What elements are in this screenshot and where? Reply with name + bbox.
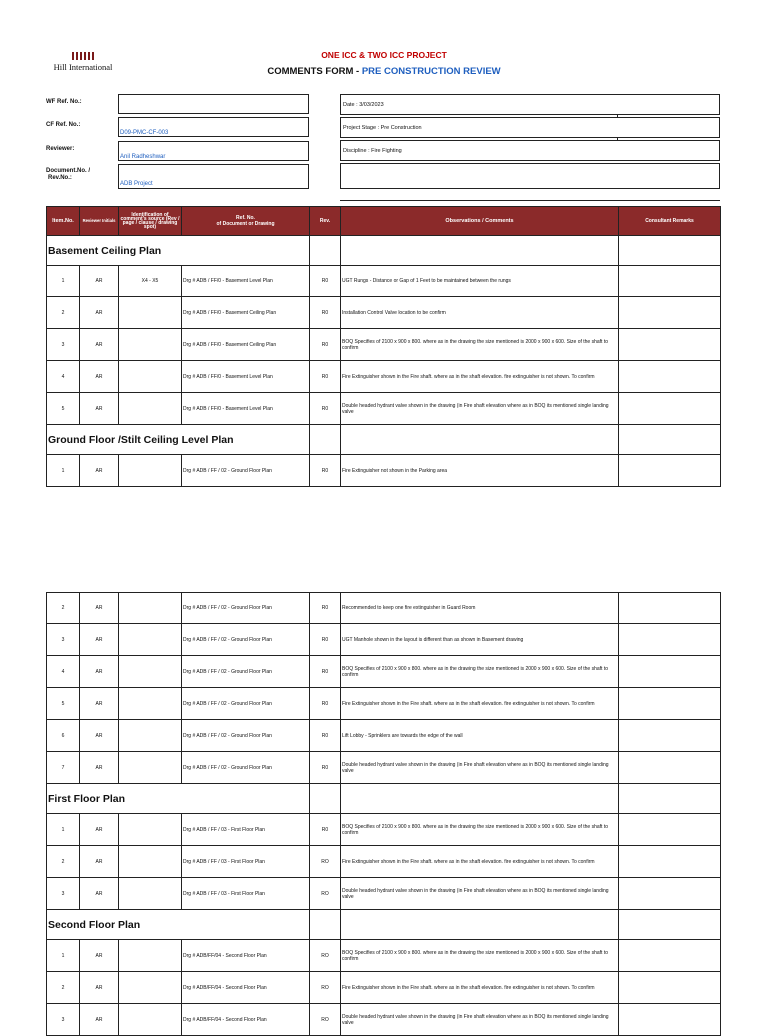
table-cell	[619, 784, 721, 814]
reviewer-initials-cell: AR	[80, 846, 119, 878]
table-row	[47, 940, 721, 972]
consultant-remarks-cell[interactable]	[619, 940, 721, 972]
item-no-cell: 2	[47, 846, 80, 878]
reviewer-initials-cell: AR	[80, 329, 119, 361]
table-cell	[341, 425, 619, 455]
table-row	[47, 720, 721, 752]
col-reviewer-initials: Reviewer Initials	[80, 207, 119, 236]
project-stage-box: Project Stage : Pre Construction	[340, 117, 720, 138]
ref-no-cell: Drg # ADB / FF / 02 - Ground Floor Plan	[182, 752, 310, 784]
reviewer-label: Reviewer:	[46, 146, 75, 152]
col-ref-no-line2: of Document or Drawing	[216, 221, 275, 227]
table-row	[47, 297, 721, 329]
wf-ref-label: WF Ref. No.:	[46, 99, 82, 105]
item-no-cell: 7	[47, 752, 80, 784]
item-no-cell: 2	[47, 972, 80, 1004]
discipline-box: Discipline : Fire Fighting	[340, 140, 720, 161]
ref-no-cell: Drg # ADB / FF / 02 - Ground Floor Plan	[182, 720, 310, 752]
identification-cell	[119, 329, 182, 361]
col-identification: Identification of comment's source (Rev / page / clause / drawing spot)	[119, 207, 182, 236]
section-row	[47, 910, 721, 940]
table-row	[47, 846, 721, 878]
table-cell	[341, 236, 619, 266]
observation-cell: Double headed hydrant valve shown in the drawing (in Fire shaft elevation where as in BOQ its mentioned single landing valve	[341, 393, 619, 425]
observation-cell: BOQ Specifies of 2100 x 900 x 800. where as in the drawing the size mentioned is 2000 x 900 x 600. Size of the shaft to confirm	[341, 940, 619, 972]
item-no-cell: 1	[47, 266, 80, 297]
observation-cell: Fire Extinguisher shown in the Fire shaft. where as in the shaft elevation. fire extinguisher is not shown. To confirm	[341, 688, 619, 720]
rev-cell: RO	[310, 1004, 341, 1036]
table-row	[47, 972, 721, 1004]
form-title	[0, 66, 768, 77]
observation-cell: Double headed hydrant valve shown in the drawing (in Fire shaft elevation where as in BOQ its mentioned single landing valve	[341, 878, 619, 910]
observation-cell: BOQ Specifies of 2100 x 900 x 800. where as in the drawing the size mentioned is 2000 x 900 x 600. Size of the shaft to confirm	[341, 814, 619, 846]
rev-cell: R0	[310, 297, 341, 329]
item-no-cell: 2	[47, 593, 80, 624]
section-row	[47, 425, 721, 455]
ref-no-cell: Drg # ADB / FF / 02 - Ground Floor Plan	[182, 624, 310, 656]
reviewer-initials-cell: AR	[80, 624, 119, 656]
consultant-remarks-cell[interactable]	[619, 688, 721, 720]
section-title: Second Floor Plan	[47, 910, 310, 940]
observation-cell: Double headed hydrant valve shown in the drawing (in Fire shaft elevation where as in BOQ its mentioned single landing valve	[341, 1004, 619, 1036]
ref-no-cell: Drg # ADB / FF / 03 - First Floor Plan	[182, 878, 310, 910]
reviewer-initials-cell: AR	[80, 656, 119, 688]
observation-cell: Recommended to keep one fire extinguisher in Guard Room	[341, 593, 619, 624]
rev-cell: RO	[310, 972, 341, 1004]
reviewer-initials-cell: AR	[80, 266, 119, 297]
document-field[interactable]	[118, 164, 309, 189]
ref-no-cell: Drg # ADB / FF/0 - Basement Level Plan	[182, 266, 310, 297]
comments-table-page2	[46, 592, 721, 1036]
observation-cell: Fire Extinguisher shown in the Fire shaft. where as in the shaft elevation. fire extinguisher is not shown. To confirm	[341, 846, 619, 878]
item-no-cell: 4	[47, 656, 80, 688]
identification-cell	[119, 972, 182, 1004]
item-no-cell: 1	[47, 940, 80, 972]
consultant-remarks-cell[interactable]	[619, 455, 721, 487]
reviewer-value: Anil Radheshwar	[120, 154, 166, 160]
consultant-remarks-cell[interactable]	[619, 878, 721, 910]
consultant-remarks-cell[interactable]	[619, 593, 721, 624]
rev-cell: R0	[310, 393, 341, 425]
identification-cell	[119, 361, 182, 393]
rev-cell: R0	[310, 329, 341, 361]
ref-no-cell: Drg # ADB / FF/0 - Basement Level Plan	[182, 361, 310, 393]
consultant-remarks-cell[interactable]	[619, 972, 721, 1004]
identification-cell	[119, 878, 182, 910]
observation-cell: Fire Extinguisher shown in the Fire shaft. where as in the shaft elevation. fire extinguisher is not shown. To confirm	[341, 972, 619, 1004]
table-cell	[619, 910, 721, 940]
observation-cell: Installation Control Valve location to be confirm	[341, 297, 619, 329]
item-no-cell: 3	[47, 624, 80, 656]
table-row	[47, 752, 721, 784]
item-no-cell: 4	[47, 361, 80, 393]
table-row	[47, 656, 721, 688]
form-title-sub: PRE CONSTRUCTION REVIEW	[361, 66, 501, 77]
consultant-remarks-cell[interactable]	[619, 720, 721, 752]
observation-cell: Lift Lobby - Sprinklers are towards the edge of the wall	[341, 720, 619, 752]
consultant-remarks-cell[interactable]	[619, 361, 721, 393]
rev-cell: R0	[310, 752, 341, 784]
rev-cell: RO	[310, 846, 341, 878]
rev-cell: R0	[310, 624, 341, 656]
observation-cell: UGT Rungs - Distance or Gap of 1 Feet to be maintained between the rungs	[341, 266, 619, 297]
item-no-cell: 5	[47, 688, 80, 720]
consultant-remarks-cell[interactable]	[619, 846, 721, 878]
observation-cell: Fire Extinguisher not shown in the Parking area	[341, 455, 619, 487]
table-row	[47, 1004, 721, 1036]
ref-no-cell: Drg # ADB / FF/0 - Basement Level Plan	[182, 393, 310, 425]
consultant-remarks-cell[interactable]	[619, 752, 721, 784]
divider	[617, 137, 618, 140]
section-title: First Floor Plan	[47, 784, 310, 814]
ref-no-cell: Drg # ADB/FF/04 - Second Floor Plan	[182, 972, 310, 1004]
identification-cell	[119, 720, 182, 752]
ref-no-cell: Drg # ADB / FF / 02 - Ground Floor Plan	[182, 455, 310, 487]
comments-table-page1	[46, 206, 721, 487]
cf-ref-value: D09-PMC-CF-003	[120, 130, 169, 136]
table-row	[47, 878, 721, 910]
item-no-cell: 3	[47, 329, 80, 361]
rev-cell: RO	[310, 878, 341, 910]
table-row	[47, 688, 721, 720]
reviewer-initials-cell: AR	[80, 878, 119, 910]
table-row	[47, 393, 721, 425]
table-row	[47, 329, 721, 361]
reviewer-initials-cell: AR	[80, 940, 119, 972]
divider	[340, 200, 720, 201]
consultant-remarks-cell[interactable]	[619, 329, 721, 361]
ref-no-cell: Drg # ADB / FF / 02 - Ground Floor Plan	[182, 593, 310, 624]
item-no-cell: 5	[47, 393, 80, 425]
wf-ref-field[interactable]	[118, 94, 309, 114]
reviewer-initials-cell: AR	[80, 593, 119, 624]
rev-cell: R0	[310, 720, 341, 752]
item-no-cell: 1	[47, 455, 80, 487]
table-cell	[341, 784, 619, 814]
reviewer-initials-cell: AR	[80, 361, 119, 393]
table-row	[47, 361, 721, 393]
table-cell	[619, 425, 721, 455]
rev-cell: R0	[310, 593, 341, 624]
ref-no-cell: Drg # ADB / FF / 03 - First Floor Plan	[182, 814, 310, 846]
table-row	[47, 593, 721, 624]
observation-cell: Fire Extinguisher shown in the Fire shaft. where as in the shaft elevation. fire extinguisher is not shown. To confirm	[341, 361, 619, 393]
table-cell	[310, 910, 341, 940]
rev-cell: R0	[310, 656, 341, 688]
form-title-main: COMMENTS FORM -	[267, 66, 362, 77]
item-no-cell: 3	[47, 1004, 80, 1036]
table-row	[47, 624, 721, 656]
ref-no-cell: Drg # ADB / FF / 02 - Ground Floor Plan	[182, 688, 310, 720]
observation-cell: UGT Manhole shown in the layout is different than as shown in Basement drawing	[341, 624, 619, 656]
blank-info-box	[340, 163, 720, 189]
consultant-remarks-cell[interactable]	[619, 656, 721, 688]
divider	[617, 114, 618, 117]
reviewer-initials-cell: AR	[80, 455, 119, 487]
ref-no-cell: Drg # ADB/FF/04 - Second Floor Plan	[182, 1004, 310, 1036]
ref-no-cell: Drg # ADB / FF / 03 - First Floor Plan	[182, 846, 310, 878]
ref-no-cell: Drg # ADB / FF / 02 - Ground Floor Plan	[182, 656, 310, 688]
consultant-remarks-cell[interactable]	[619, 1004, 721, 1036]
table-row	[47, 266, 721, 297]
reviewer-initials-cell: AR	[80, 814, 119, 846]
reviewer-field[interactable]	[118, 141, 309, 161]
identification-cell	[119, 846, 182, 878]
identification-cell	[119, 624, 182, 656]
table-cell	[310, 236, 341, 266]
table-cell	[619, 236, 721, 266]
identification-cell	[119, 656, 182, 688]
observation-cell: Double headed hydrant valve shown in the drawing (in Fire shaft elevation where as in BOQ its mentioned single landing valve	[341, 752, 619, 784]
identification-cell	[119, 1004, 182, 1036]
cf-ref-label: CF Ref. No.:	[46, 122, 81, 128]
date-box: Date : 3/03/2023	[340, 94, 720, 115]
section-row	[47, 236, 721, 266]
section-row	[47, 784, 721, 814]
identification-cell	[119, 688, 182, 720]
wf-ref-value	[119, 104, 120, 110]
cf-ref-field[interactable]	[118, 117, 309, 137]
table-row	[47, 814, 721, 846]
table-row	[47, 455, 721, 487]
identification-cell	[119, 593, 182, 624]
item-no-cell: 1	[47, 814, 80, 846]
table-cell	[310, 425, 341, 455]
col-consultant-remarks: Consultant Remarks	[619, 207, 721, 236]
identification-cell	[119, 297, 182, 329]
identification-cell: X4 - X5	[119, 266, 182, 297]
identification-cell	[119, 814, 182, 846]
observation-cell: BOQ Specifies of 2100 x 900 x 800. where as in the drawing the size mentioned is 2000 x 900 x 600. Size of the shaft to confirm	[341, 329, 619, 361]
identification-cell	[119, 393, 182, 425]
reviewer-initials-cell: AR	[80, 752, 119, 784]
consultant-remarks-cell[interactable]	[619, 814, 721, 846]
table-header-row	[47, 207, 721, 236]
reviewer-initials-cell: AR	[80, 972, 119, 1004]
col-ref-no-line1: Ref. No.	[236, 215, 255, 221]
section-title: Ground Floor /Stilt Ceiling Level Plan	[47, 425, 310, 455]
consultant-remarks-cell[interactable]	[619, 266, 721, 297]
identification-cell	[119, 940, 182, 972]
ref-no-cell: Drg # ADB/FF/04 - Second Floor Plan	[182, 940, 310, 972]
project-title: ONE ICC & TWO ICC PROJECT	[321, 50, 447, 60]
reviewer-initials-cell: AR	[80, 297, 119, 329]
rev-cell: RO	[310, 940, 341, 972]
reviewer-initials-cell: AR	[80, 393, 119, 425]
reviewer-initials-cell: AR	[80, 688, 119, 720]
rev-cell: R0	[310, 455, 341, 487]
document-value: ADB Project	[120, 181, 153, 187]
rev-cell: R0	[310, 814, 341, 846]
item-no-cell: 2	[47, 297, 80, 329]
col-ref-no	[182, 207, 310, 236]
item-no-cell: 3	[47, 878, 80, 910]
reviewer-initials-cell: AR	[80, 1004, 119, 1036]
ref-no-cell: Drg # ADB / FF/0 - Basement Ceiling Plan	[182, 329, 310, 361]
ref-no-cell: Drg # ADB / FF/0 - Basement Ceiling Plan	[182, 297, 310, 329]
consultant-remarks-cell[interactable]	[619, 297, 721, 329]
reviewer-initials-cell: AR	[80, 720, 119, 752]
table-cell	[341, 910, 619, 940]
consultant-remarks-cell[interactable]	[619, 393, 721, 425]
document-label-line2: Rev.No.:	[48, 175, 72, 181]
section-title: Basement Ceiling Plan	[47, 236, 310, 266]
observation-cell: BOQ Specifies of 2100 x 900 x 800. where as in the drawing the size mentioned is 2000 x 900 x 600. Size of the shaft to confirm	[341, 656, 619, 688]
table-cell	[310, 784, 341, 814]
rev-cell: R0	[310, 266, 341, 297]
document-label	[46, 168, 90, 182]
rev-cell: R0	[310, 688, 341, 720]
item-no-cell: 6	[47, 720, 80, 752]
col-rev: Rev.	[310, 207, 341, 236]
document-label-line1: Document.No. /	[46, 168, 91, 174]
company-name: Hill International	[53, 62, 113, 72]
identification-cell	[119, 752, 182, 784]
rev-cell: R0	[310, 361, 341, 393]
col-item-no: Item.No.	[47, 207, 80, 236]
col-observations: Observations / Comments	[341, 207, 619, 236]
identification-cell	[119, 455, 182, 487]
consultant-remarks-cell[interactable]	[619, 624, 721, 656]
